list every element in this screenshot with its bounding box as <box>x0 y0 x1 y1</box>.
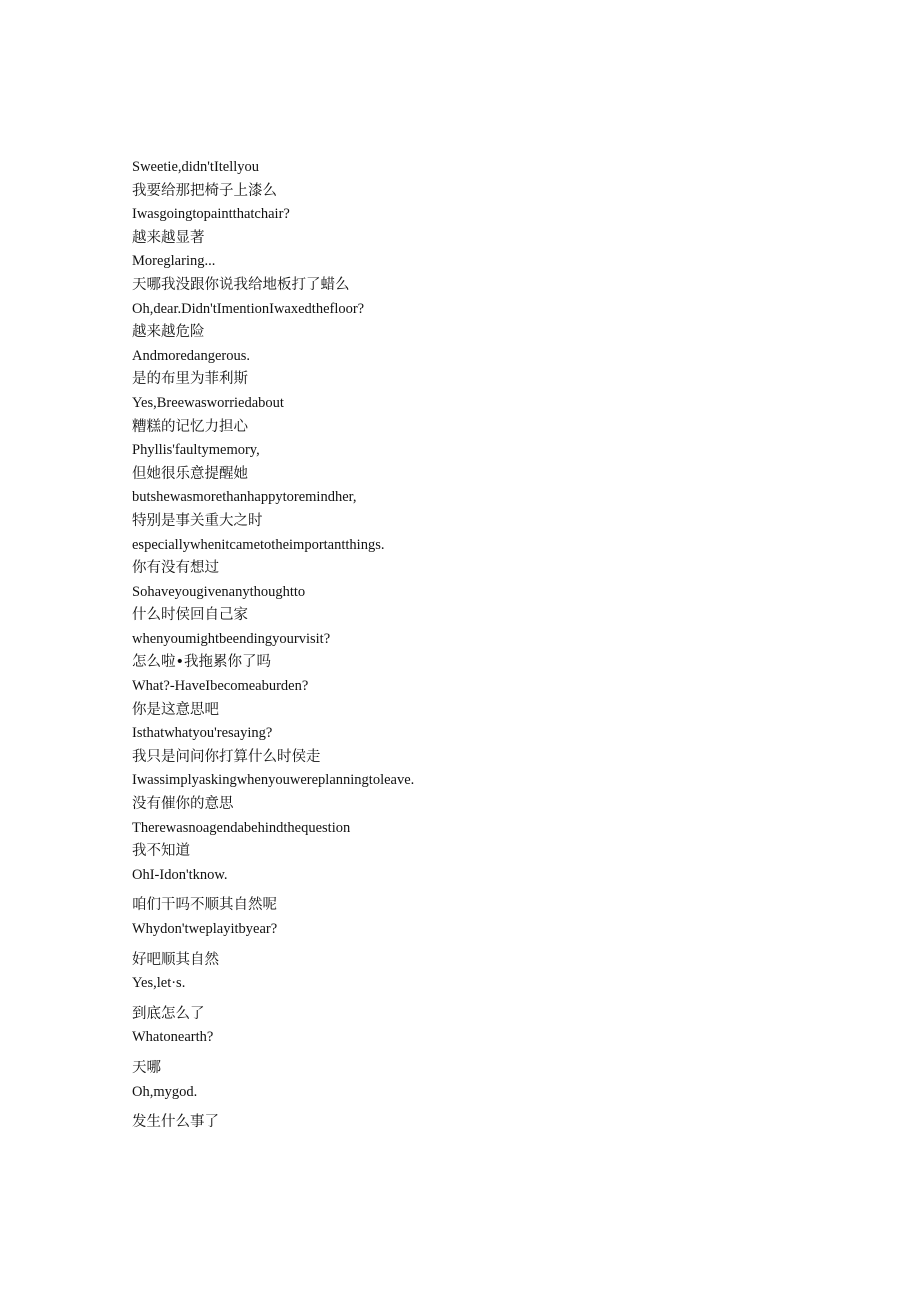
subtitle-line-en: Andmoredangerous. <box>132 347 250 364</box>
subtitle-line-en: butshewasmorethanhappytoremindher, <box>132 489 357 506</box>
subtitle-line-en: especiallywhenitcametotheimportantthings. <box>132 536 385 553</box>
subtitle-line-en: Isthatwhatyou'resaying? <box>132 725 273 742</box>
subtitle-line-en: Sweetie,didn'tItellyou <box>132 159 260 175</box>
subtitle-line-en: OhI-Idon'tknow. <box>132 866 228 883</box>
subtitle-line-en: Whydon'tweplayitbyear? <box>132 921 278 937</box>
subtitle-line-en: Oh,mygod. <box>132 1083 198 1100</box>
subtitle-line-zh: 没有催你的意思 <box>132 796 234 813</box>
subtitle-line-en: Iwasgoingtopaintthatchair? <box>132 206 290 223</box>
subtitle-line-zh: 到底怎么了 <box>132 1005 205 1022</box>
subtitle-line-zh: 我要给那把椅子上漆么 <box>132 182 277 199</box>
subtitle-lines <box>132 156 852 1135</box>
subtitle-line-zh: 天哪我没跟你说我给地板打了蜡么 <box>132 276 350 293</box>
subtitle-line-zh: 咱们干吗不顺其自然呢 <box>132 897 277 914</box>
subtitle-line-zh: 怎么啦•我拖累你了吗 <box>132 654 272 671</box>
subtitle-line-zh: 什么时侯回自己家 <box>132 607 248 624</box>
subtitle-line-zh: 我不知道 <box>132 843 190 860</box>
subtitle-line-en: Oh,dear.Didn'tImentionIwaxedthefloor? <box>132 300 365 317</box>
subtitle-line-zh: 但她很乐意提醒她 <box>132 465 248 482</box>
subtitle-line-en: Moreglaring... <box>132 253 216 270</box>
subtitle-line-zh: 天哪 <box>132 1059 161 1076</box>
subtitle-line-en: Phyllis'faultymemory, <box>132 442 260 459</box>
subtitle-line-en: Yes,Breewasworriedabout <box>132 394 284 411</box>
subtitle-line-en: Whatonearth? <box>132 1029 214 1046</box>
subtitle-line-en: Yes,let·s. <box>132 975 186 992</box>
subtitle-line-en: Therewasnoagendabehindthequestion <box>132 819 351 836</box>
subtitle-line-en: Iwassimplyaskingwhenyouwereplanningtoleave. <box>132 772 415 789</box>
subtitle-line-zh: 越来越危险 <box>132 324 205 341</box>
subtitle-line-zh: 是的布里为菲利斯 <box>132 371 248 388</box>
subtitle-line-zh: 你有没有想过 <box>132 560 219 577</box>
subtitle-line-en: Sohaveyougivenanythoughtto <box>132 583 306 600</box>
subtitle-line-zh: 好吧顺其自然 <box>132 951 219 968</box>
subtitle-line-zh: 特别是事关重大之时 <box>132 512 263 529</box>
subtitle-line-zh: 糟糕的记忆力担心 <box>132 418 248 435</box>
subtitle-line-zh: 我只是问问你打算什么时侯走 <box>132 748 321 765</box>
subtitle-line-zh: 发生什么事了 <box>132 1114 219 1131</box>
subtitle-line-zh: 越来越显著 <box>132 229 205 246</box>
subtitle-line-en: whenyoumightbeendingyourvisit? <box>132 630 331 647</box>
subtitle-line-zh: 你是这意思吧 <box>132 701 219 718</box>
subtitle-line-en: What?-HaveIbecomeaburden? <box>132 678 309 695</box>
